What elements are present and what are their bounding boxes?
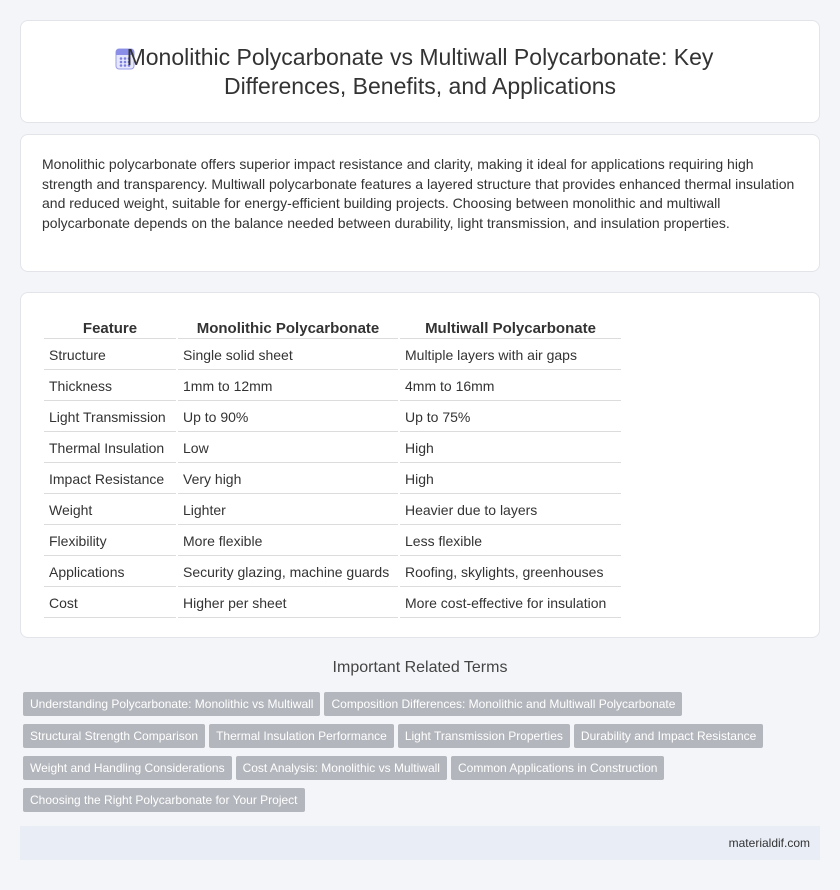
table-cell: High	[400, 434, 621, 463]
table-cell: Light Transmission	[44, 403, 176, 432]
table-cell: Applications	[44, 558, 176, 587]
column-header-multiwall: Multiwall Polycarbonate	[400, 317, 621, 339]
related-term-tag[interactable]: Common Applications in Construction	[451, 756, 664, 780]
table-cell: Thickness	[44, 372, 176, 401]
related-term-tag[interactable]: Choosing the Right Polycarbonate for Your Project	[23, 788, 305, 812]
related-term-tag[interactable]: Light Transmission Properties	[398, 724, 570, 748]
title-card	[20, 20, 820, 123]
table-row	[44, 341, 621, 370]
table-row	[44, 465, 621, 494]
table-row	[44, 434, 621, 463]
related-term-tag[interactable]: Composition Differences: Monolithic and Multiwall Polycarbonate	[324, 692, 682, 716]
table-cell: Security glazing, machine guards	[178, 558, 398, 587]
table-cell: Single solid sheet	[178, 341, 398, 370]
comparison-table	[42, 315, 623, 620]
comparison-card	[20, 292, 820, 638]
table-row	[44, 589, 621, 618]
related-term-tag[interactable]: Understanding Polycarbonate: Monolithic vs Multiwall	[23, 692, 320, 716]
intro-paragraph: Monolithic polycarbonate offers superior impact resistance and clarity, making it ideal for applications requiring high strength and transparency. Multiwall polycarbonate features a layered structure that provides enhanced thermal insulation and reduced weight, suitable for energy-efficient building projects. Choosing between monolithic and multiwall polycarbonate depends on the balance needed between durability, light transmission, and insulation properties.	[42, 156, 795, 231]
column-header-monolithic: Monolithic Polycarbonate	[178, 317, 398, 339]
table-cell: Structure	[44, 341, 176, 370]
site-name[interactable]: materialdif.com	[728, 836, 810, 850]
table-cell: Heavier due to layers	[400, 496, 621, 525]
column-header-feature: Feature	[44, 317, 176, 339]
table-cell: More cost-effective for insulation	[400, 589, 621, 618]
table-row	[44, 558, 621, 587]
page-title: Monolithic Polycarbonate vs Multiwall Polycarbonate: Key Differences, Benefits, and Applications	[126, 44, 714, 99]
table-row	[44, 527, 621, 556]
table-cell: Roofing, skylights, greenhouses	[400, 558, 621, 587]
table-cell: Low	[178, 434, 398, 463]
table-row	[44, 403, 621, 432]
table-row	[44, 372, 621, 401]
related-term-tag[interactable]: Durability and Impact Resistance	[574, 724, 763, 748]
table-header-row	[44, 317, 621, 339]
related-terms-list	[23, 692, 813, 820]
table-cell: Cost	[44, 589, 176, 618]
footer	[20, 826, 820, 860]
table-cell: Weight	[44, 496, 176, 525]
table-cell: Multiple layers with air gaps	[400, 341, 621, 370]
related-terms-heading: Important Related Terms	[332, 659, 508, 676]
table-row	[44, 496, 621, 525]
table-cell: Impact Resistance	[44, 465, 176, 494]
table-cell: Flexibility	[44, 527, 176, 556]
intro-card	[20, 134, 820, 272]
related-term-tag[interactable]: Weight and Handling Considerations	[23, 756, 232, 780]
table-cell: Lighter	[178, 496, 398, 525]
related-term-tag[interactable]: Thermal Insulation Performance	[209, 724, 394, 748]
table-cell: Higher per sheet	[178, 589, 398, 618]
related-term-tag[interactable]: Structural Strength Comparison	[23, 724, 205, 748]
table-cell: 1mm to 12mm	[178, 372, 398, 401]
table-cell: High	[400, 465, 621, 494]
table-cell: Less flexible	[400, 527, 621, 556]
table-cell: Very high	[178, 465, 398, 494]
table-cell: 4mm to 16mm	[400, 372, 621, 401]
table-cell: Up to 90%	[178, 403, 398, 432]
table-cell: Thermal Insulation	[44, 434, 176, 463]
table-cell: More flexible	[178, 527, 398, 556]
related-term-tag[interactable]: Cost Analysis: Monolithic vs Multiwall	[236, 756, 447, 780]
table-cell: Up to 75%	[400, 403, 621, 432]
